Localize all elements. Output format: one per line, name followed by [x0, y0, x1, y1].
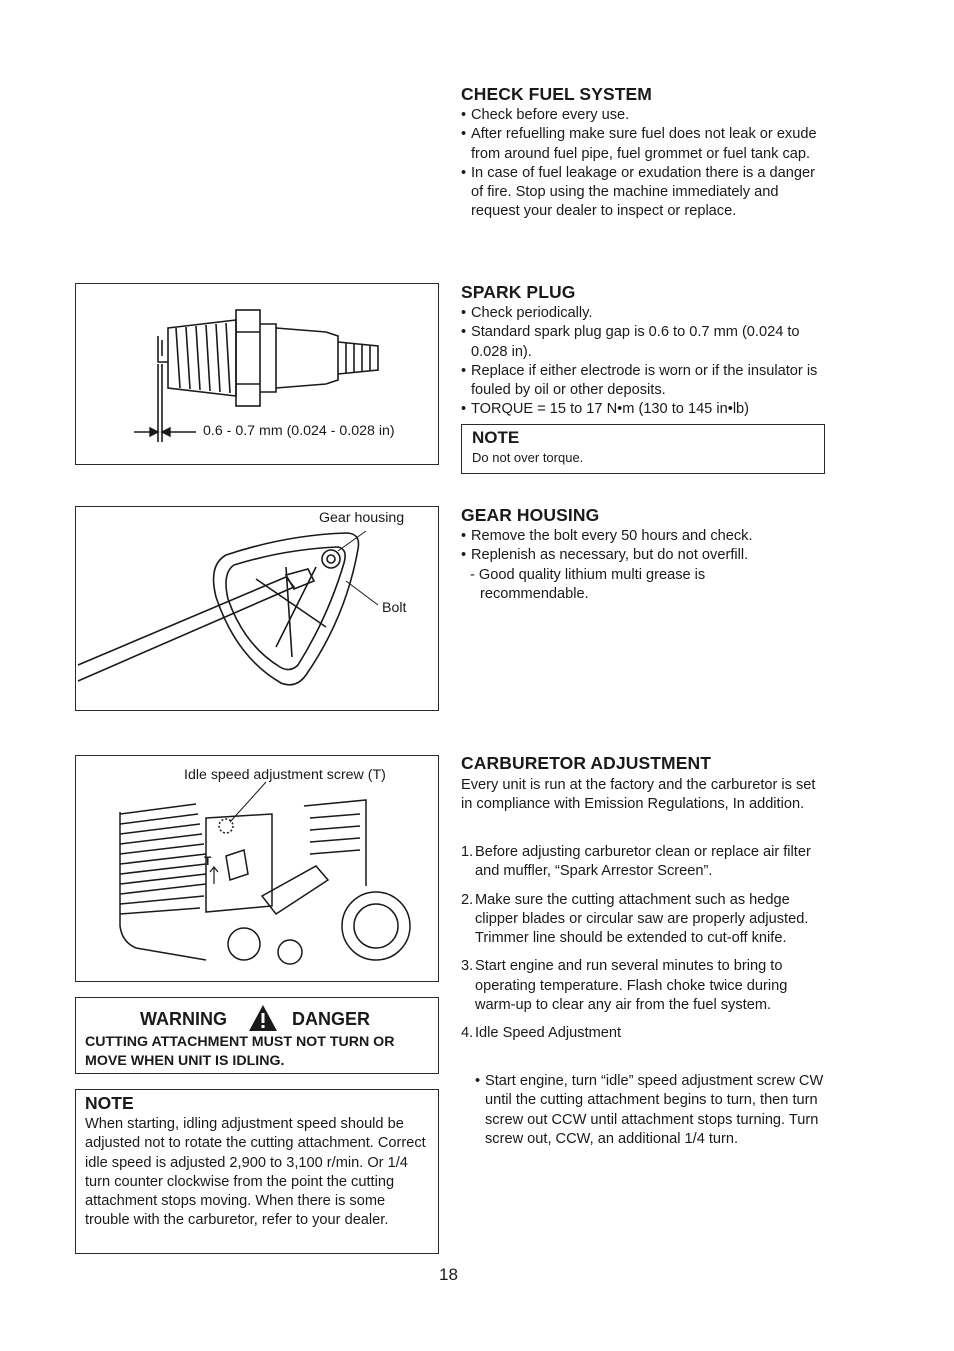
list-item: • Remove the bolt every 50 hours and check. [461, 527, 829, 546]
spark-heading: SPARK PLUG [461, 282, 576, 302]
note-title: NOTE [472, 428, 520, 447]
idle-screw-figure [75, 755, 439, 982]
note-title: NOTE [85, 1093, 134, 1113]
note-text: When starting, idling adjustment speed should be adjusted not to rotate the cutting attachment. Correct idle speed is adjusted 2,900 to 3,100 r/min. Or 1/4 turn counter clockwise from the point the cutting attachment stops moving. When there is some trouble with the carburetor, refer to your dealer. [85, 1116, 426, 1229]
warning-label: WARNING [140, 1009, 227, 1029]
list-item [461, 1024, 829, 1043]
carb-heading: CARBURETOR ADJUSTMENT [461, 753, 712, 773]
step-text: Idle Speed Adjustment [475, 1025, 622, 1042]
carb-subbullet [475, 1072, 829, 1149]
list-item: • Check before every use. [461, 106, 829, 125]
idle-screw-label: Idle speed adjustment screw (T) [184, 767, 386, 783]
list-item [461, 843, 829, 882]
step-number: 4. [461, 1025, 474, 1042]
list-item: • Replenish as necessary, but do not overfill. [461, 546, 829, 565]
list-item: • Start engine, turn “idle” speed adjustment screw CW until the cutting attachment begins to turn, then turn screw out CCW until attachment stops turning. Turn screw out, CCW, an additional 1/4 turn. [475, 1072, 829, 1149]
step-number: 3. [461, 958, 474, 975]
bolt-label: Bolt [382, 600, 407, 616]
list-item: • After refuelling make sure fuel does not leak or exude from around fuel pipe, fuel grommet or fuel tank cap. [461, 125, 829, 164]
warning-text: CUTTING ATTACHMENT MUST NOT TURN OR MOVE WHEN UNIT IS IDLING. [85, 1034, 395, 1069]
list-item: • TORQUE = 15 to 17 N•m (130 to 145 in•lb) [461, 400, 829, 419]
list-item: • Standard spark plug gap is 0.6 to 0.7 mm (0.024 to 0.028 in). [461, 323, 829, 362]
spark-note-box [461, 424, 825, 474]
spark-plug-figure [75, 283, 439, 465]
list-item [461, 891, 829, 949]
step-number: 2. [461, 891, 474, 908]
carb-steps [461, 843, 829, 1053]
list-item: • Replace if either electrode is worn or if the insulator is fouled by oil or other deposits. [461, 362, 829, 401]
step-text: Start engine and run several minutes to bring to operating temperature. Flash choke twice during warm-up to clear any air from the fuel system. [475, 958, 788, 1014]
fuel-list [461, 106, 829, 222]
list-item: • In case of fuel leakage or exudation there is a danger of fire. Stop using the machine immediately and request your dealer to inspect or replace. [461, 164, 829, 222]
danger-label: DANGER [292, 1009, 371, 1029]
carb-intro: Every unit is run at the factory and the carburetor is set in compliance with Emission Regulations, In addition. [461, 777, 816, 813]
page-number: 18 [439, 1265, 458, 1284]
warning-box [75, 997, 439, 1074]
gear-housing-label: Gear housing [319, 510, 405, 526]
gear-heading: GEAR HOUSING [461, 505, 600, 525]
step-number: 1. [461, 844, 474, 860]
list-item [461, 957, 829, 1015]
gap-dimension-label: 0.6 - 0.7 mm (0.024 - 0.028 in) [203, 423, 395, 439]
list-item: • Check periodically. [461, 304, 829, 323]
gear-housing-figure [75, 506, 439, 711]
gear-subnote: - Good quality lithium multi grease is recommendable. [470, 567, 706, 603]
warning-triangle-icon [248, 1004, 278, 1032]
engine-drawing [76, 756, 438, 981]
note-text: Do not over torque. [472, 450, 584, 465]
idle-note-box [75, 1089, 439, 1254]
step-text: Make sure the cutting attachment such as hedge clipper blades or circular saw are properly adjusted. Trimmer line should be extended to cut-off knife. [475, 891, 809, 947]
gear-list [461, 527, 829, 566]
screw-mark-label: T [204, 854, 212, 868]
spark-list [461, 304, 829, 420]
fuel-heading: CHECK FUEL SYSTEM [461, 84, 652, 104]
step-text: Before adjusting carburetor clean or replace air filter and muffler, “Spark Arrestor Screen”. [475, 844, 811, 880]
